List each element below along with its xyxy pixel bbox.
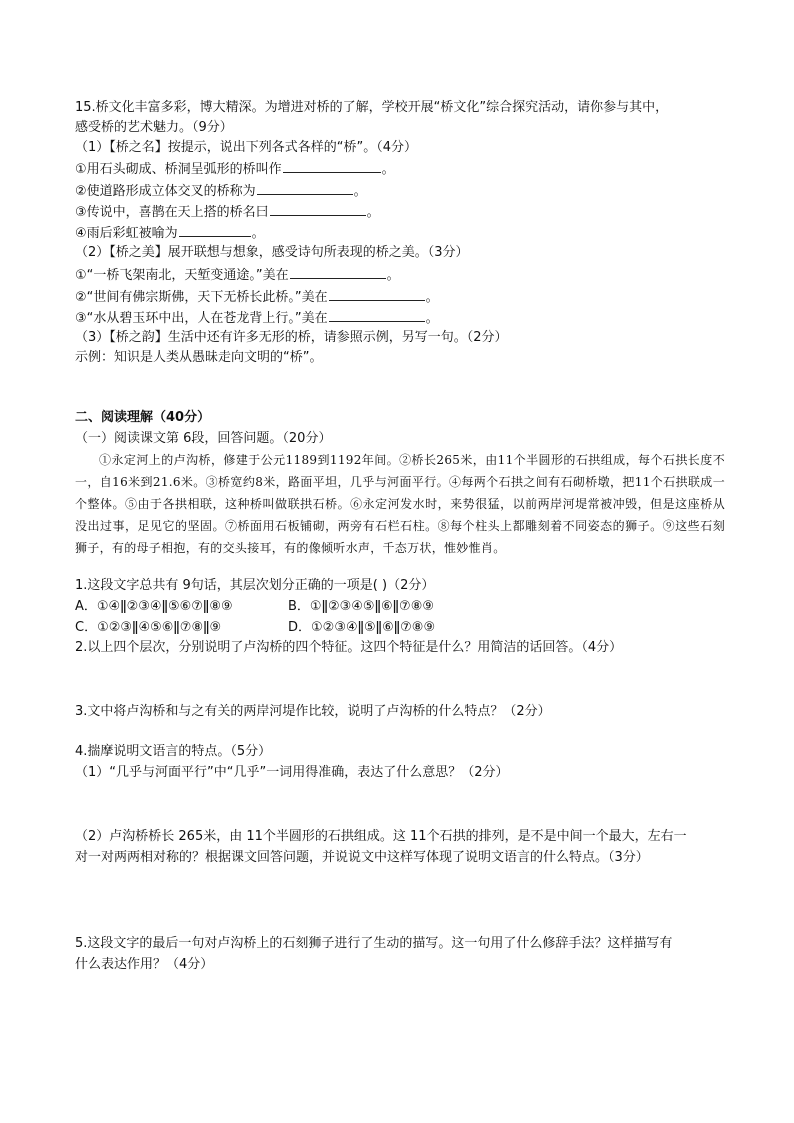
answer-blank[interactable] [329, 307, 425, 322]
option-c[interactable]: C．①②③ǁ④⑤⑥ǁ⑦⑧ǁ⑨ [75, 620, 222, 635]
q15-stem-line1: 15.桥文化丰富多彩，博大精深。为增进对桥的了解，学校开展“桥文化”综合探究活动，请你参与其中， [75, 100, 669, 115]
q15-part1-item-3: ③传说中，喜鹊在天上搭的桥名曰 。 [75, 201, 380, 223]
q15-part1-title: （1）【桥之名】按提示，说出下列各式各样的“桥”。（4分） [75, 140, 418, 155]
subsection-title: （一）阅读课文第 6段，回答问题。（20分） [75, 431, 332, 446]
q15-part2-item-1: ①“一桥飞架南北，天堑变通途。”美在 。 [75, 264, 400, 286]
question-5-line2: 什么表达作用？（4分） [75, 957, 214, 972]
q15-part1-item-2: ②使道路形成立体交叉的桥称为 。 [75, 180, 367, 202]
option-a[interactable]: A．①④ǁ②③④ǁ⑤⑥⑦ǁ⑧⑨ [75, 599, 233, 614]
reading-passage: ①永定河上的卢沟桥，修建于公元1189到1192年间。②桥长265米，由11个半圆形的石拱组成，每个石拱长度不一，自16米到21.6米。③桥宽约8米，路面平坦，几乎与河面平行。④每两个石拱之间有石砌桥墩，把11个石拱联成一个整体。⑤由于各拱相联，这种桥叫做联拱石桥。⑥永定河发水时，来势很猛，以前两岸河堤常被冲毁，但是这座桥从没出过事，足见它的坚固。⑦桥面用石板铺砌，两旁有石栏石柱。⑧每个柱头上都雕刻着不同姿态的狮子。⑨这些石刻狮子，有的母子相抱，有的交头接耳，有的像倾听水声，千态万状，惟妙惟肖。 [75, 453, 725, 555]
answer-blank[interactable] [270, 201, 366, 216]
question-4-part-2-line2: 对一对两两相对称的？根据课文回答问题，并说说文中这样写体现了说明文语言的什么特点。（3分） [75, 850, 649, 865]
answer-blank[interactable] [179, 222, 251, 237]
q15-part3-title: （3）【桥之韵】生活中还有许多无形的桥，请参照示例，另写一句。（2分） [75, 330, 508, 345]
q15-example: 示例：知识是人类从愚昧走向文明的“桥”。 [75, 350, 323, 365]
option-d[interactable]: D．①②③④ǁ⑤ǁ⑥ǁ⑦⑧⑨ [288, 620, 436, 635]
question-4-part-1: （1）“几乎与河面平行”中“几乎”一词用得准确，表达了什么意思？（2分） [75, 765, 509, 780]
question-1: 1.这段文字总共有 9句话，其层次划分正确的一项是( )（2分） [75, 578, 435, 593]
option-b[interactable]: B．①ǁ②③④⑤ǁ⑥ǁ⑦⑧⑨ [288, 599, 435, 614]
question-2: 2.以上四个层次，分别说明了卢沟桥的四个特征。这四个特征是什么？用简洁的话回答。（4分） [75, 640, 623, 655]
answer-blank[interactable] [290, 264, 386, 279]
question-4: 4.揣摩说明文语言的特点。（5分） [75, 744, 272, 759]
q15-part2-item-3: ③“水从碧玉环中出，人在苍龙背上行。”美在 。 [75, 307, 439, 329]
question-4-part-2-line1: （2）卢沟桥桥长 265米，由 11个半圆形的石拱组成。这 11个石拱的排列，是不是中间一个最大，左右一 [75, 829, 687, 844]
q15-stem-line2: 感受桥的艺术魅力。（9分） [75, 120, 233, 135]
question-3: 3.文中将卢沟桥和与之有关的两岸河堤作比较，说明了卢沟桥的什么特点？（2分） [75, 704, 551, 719]
question-5-line1: 5.这段文字的最后一句对卢沟桥上的石刻狮子进行了生动的描写。这一句用了什么修辞手法？这样描写有 [75, 936, 673, 951]
q15-part1-item-4: ④雨后彩虹被喻为 。 [75, 222, 265, 244]
answer-blank[interactable] [257, 180, 353, 195]
q15-part2-item-2: ②“世间有佛宗斯佛，天下无桥长此桥。”美在 。 [75, 286, 439, 308]
section-title: 二、阅读理解（40分） [75, 410, 211, 425]
q15-part2-title: （2）【桥之美】展开联想与想象，感受诗句所表现的桥之美。（3分） [75, 245, 469, 260]
answer-blank[interactable] [329, 286, 425, 301]
q15-part1-item-1: ①用石头砌成、桥洞呈弧形的桥叫作 。 [75, 158, 395, 180]
answer-blank[interactable] [283, 158, 381, 173]
